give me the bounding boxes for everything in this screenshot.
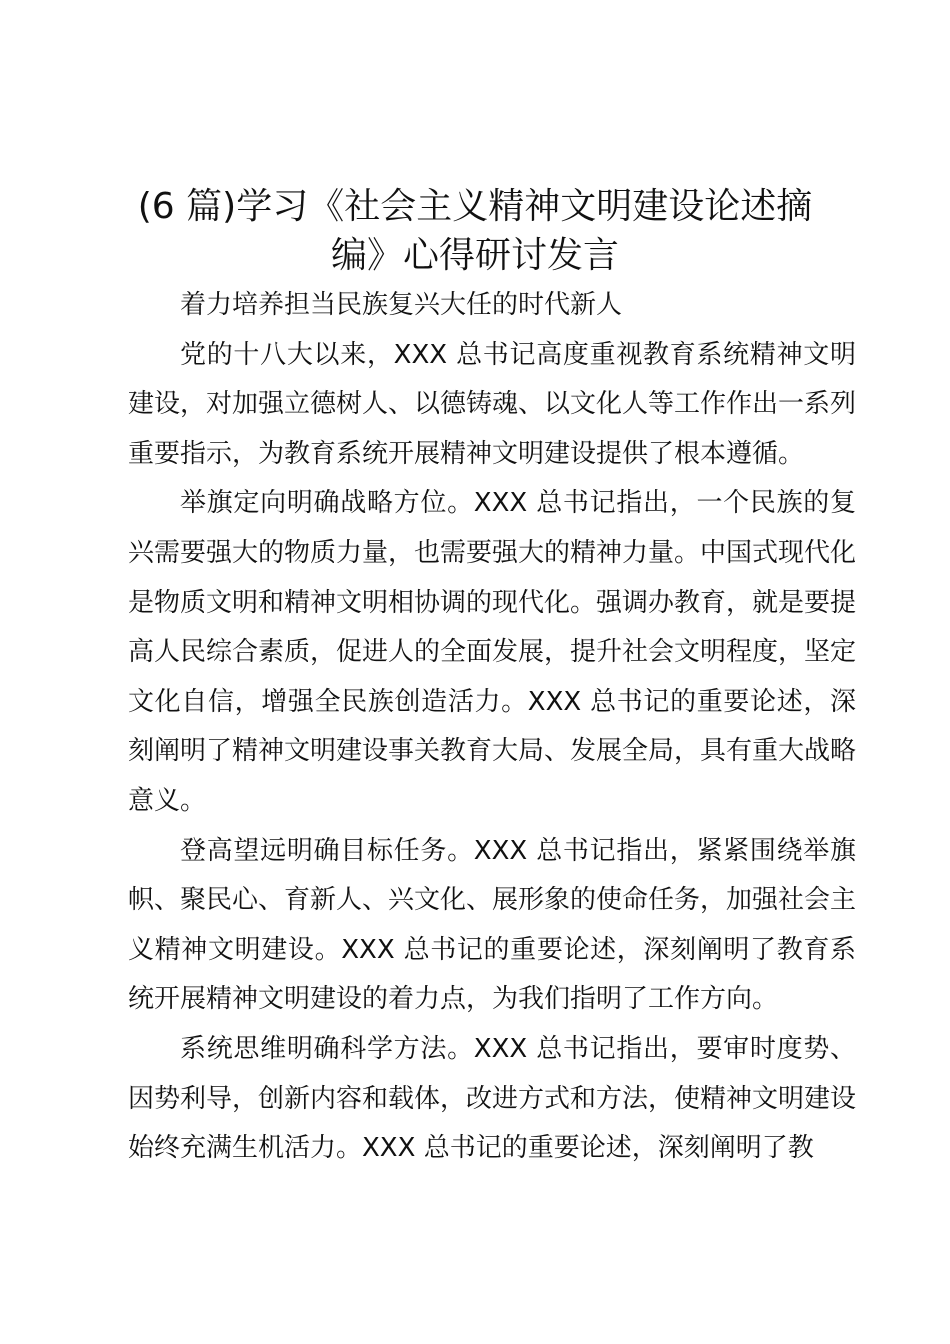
body-paragraph: 举旗定向明确战略方位。XXX 总书记指出，一个民族的复兴需要强大的物质力量，也需要强大的精神力量。中国式现代化是物质文明和精神文明相协调的现代化。强调办教育，就是要提高人民综合素质，促进人的全面发展，提升社会文明程度，坚定文化自信，增强全民族创造活力。XXX 总书记的重要论述，深刻阐明了精神文明建设事关教育大局、发展全局，具有重大战略意义。 [128,488,857,816]
document-body [128,281,856,1174]
body-paragraph: 登高望远明确目标任务。XXX 总书记指出，紧紧围绕举旗帜、聚民心、育新人、兴文化、展形象的使命任务，加强社会主义精神文明建设。XXX 总书记的重要论述，深刻阐明了教育系统开展精神文明建设的着力点，为我们指明了工作方向。 [128,835,857,1015]
subtitle-paragraph: 着力培养担当民族复兴大任的时代新人 [180,290,623,320]
body-paragraph: 系统思维明确科学方法。XXX 总书记指出，要审时度势、因势利导，创新内容和载体，改进方式和方法，使精神文明建设始终充满生机活力。XXX 总书记的重要论述，深刻阐明了教 [128,1033,857,1164]
document-title: (6 篇)学习《社会主义精神文明建设论述摘编》心得研讨发言 [137,186,813,276]
body-paragraph: 党的十八大以来，XXX 总书记高度重视教育系统精神文明建设，对加强立德树人、以德铸魂、以文化人等工作作出一系列重要指示，为教育系统开展精神文明建设提供了根本遵循。 [128,339,857,469]
